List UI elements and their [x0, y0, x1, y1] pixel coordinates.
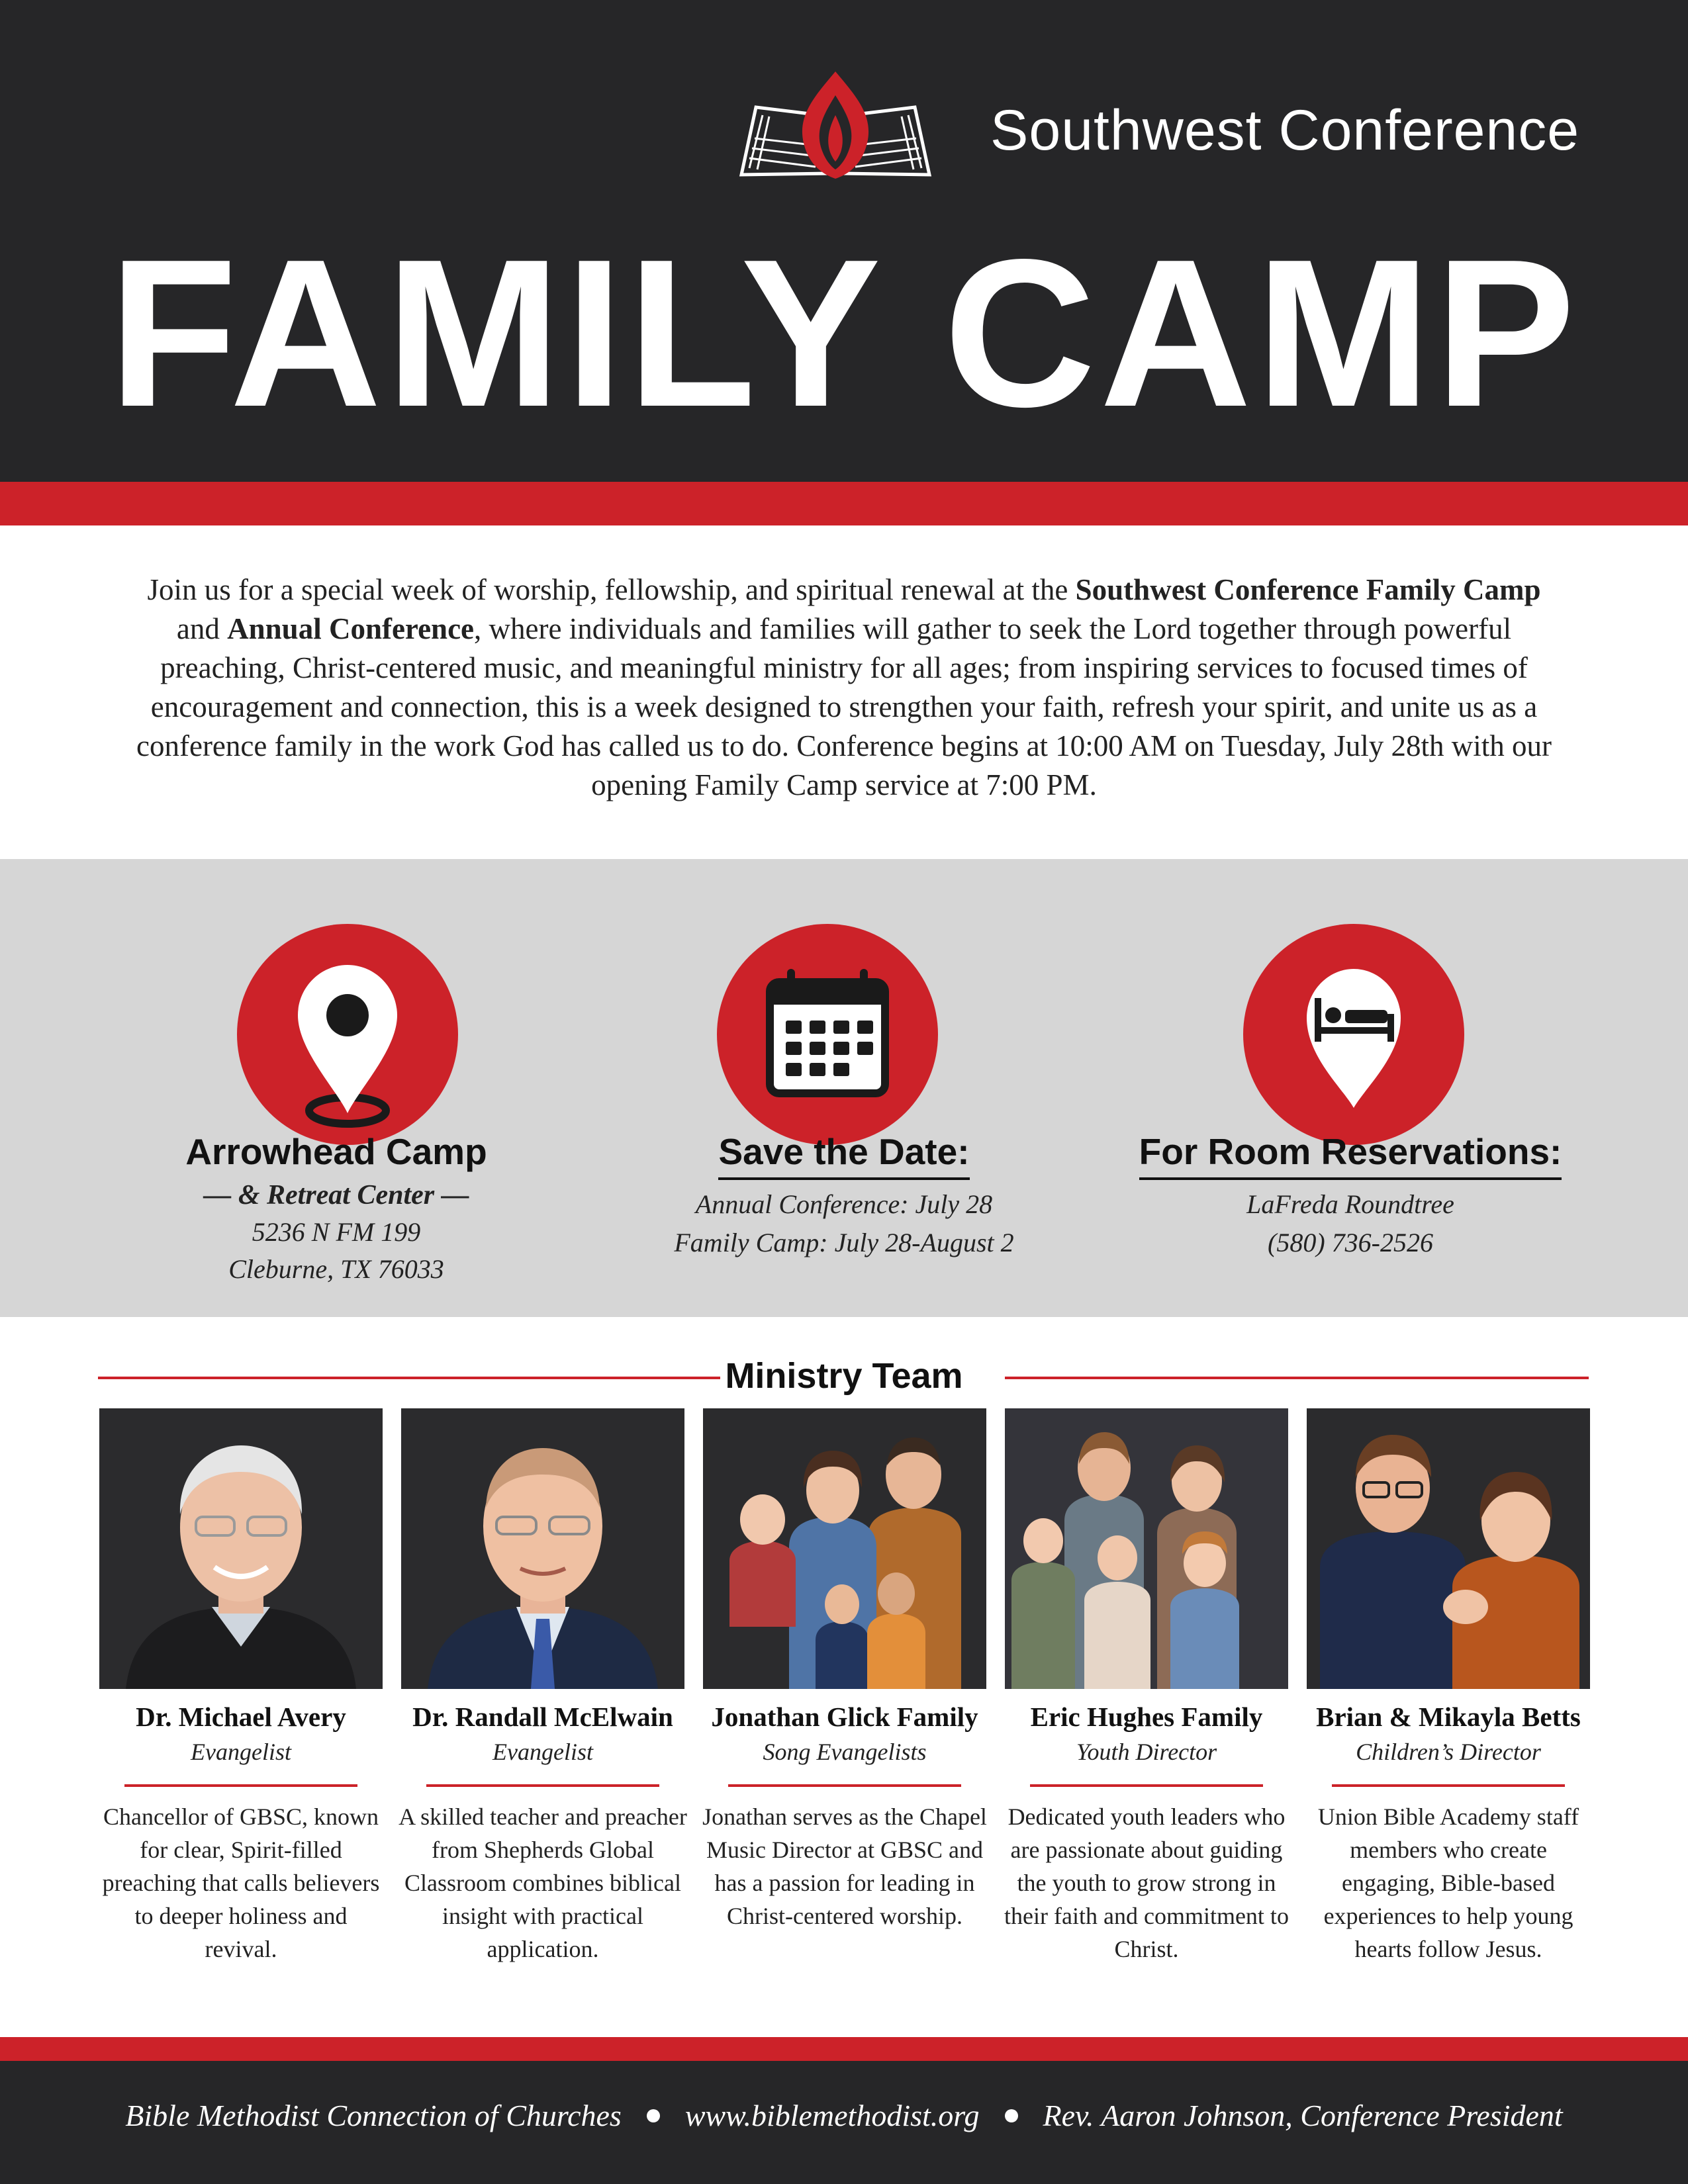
member-role: Children’s Director — [1356, 1739, 1541, 1765]
header — [0, 0, 1688, 482]
rooms-title-text: For Room Reservations: — [1139, 1131, 1562, 1180]
member-description: Dedicated youth leaders who are passionate about guiding the youth to grow strong in their faith and commitment to Christ. — [1004, 1803, 1289, 1962]
member-photo — [1307, 1408, 1590, 1689]
location-address-line1: 5236 N FM 199 — [252, 1217, 421, 1247]
rooms-column — [1105, 859, 1595, 1317]
location-address-line2: Cleburne, TX 76033 — [228, 1254, 444, 1284]
dates-column — [599, 859, 1089, 1317]
member-photo — [401, 1408, 684, 1689]
rooms-icon-circle — [1243, 924, 1464, 1145]
location-title: Arrowhead Camp — [185, 1131, 487, 1172]
ministry-team-heading — [0, 1350, 1688, 1403]
footer — [0, 2061, 1688, 2184]
map-pin-icon — [237, 924, 458, 1145]
intro-text: , where individuals and families will gather to seek the Lord together through powerful preaching, Christ-centered music, and meaningful ministry for all ages; from inspiring services to focused times of encouragement and connection, this is a week designed to strengthen your faith, refresh your spirit, and unite us as a conference family in the work God has called us to do. Conference begins at 10:00 AM on Tuesday, July 28th with our opening Family Camp service at 7:00 PM. — [136, 612, 1552, 801]
dates-icon-circle — [717, 924, 938, 1145]
location-icon-circle — [237, 924, 458, 1145]
member-rule — [728, 1784, 961, 1787]
intro-bold-annual-conference: Annual Conference — [227, 612, 475, 645]
rooms-title — [1105, 1130, 1595, 1173]
member-name: Eric Hughes Family — [1030, 1702, 1263, 1732]
rooms-phone: (580) 736-2526 — [1268, 1228, 1433, 1257]
member-description: Chancellor of GBSC, known for clear, Spirit-filled preaching that calls believers to deeper holiness and revival. — [102, 1803, 380, 1962]
bed-pin-icon — [1243, 924, 1464, 1145]
info-band — [0, 859, 1688, 1317]
member-description: A skilled teacher and preacher from Shepherds Global Classroom combines biblical insight with practical application. — [399, 1803, 687, 1962]
location-subtitle: — & Retreat Center — — [203, 1180, 469, 1210]
dates-annual-conference: Annual Conference: July 28 — [695, 1189, 993, 1219]
bullet-separator — [647, 2109, 660, 2122]
member-photo — [1005, 1408, 1288, 1689]
intro-text: and — [176, 612, 228, 645]
member-name: Dr. Randall McElwain — [412, 1702, 673, 1732]
bullet-separator — [1005, 2109, 1018, 2122]
member-role: Evangelist — [191, 1739, 291, 1765]
location-column — [91, 859, 581, 1317]
member-role: Youth Director — [1076, 1739, 1217, 1765]
red-divider-band — [0, 482, 1688, 525]
family-portrait-icon — [703, 1408, 986, 1689]
member-rule — [426, 1784, 659, 1787]
ministry-team-title: Ministry Team — [725, 1356, 963, 1396]
footer-website: www.biblemethodist.org — [684, 2099, 980, 2132]
footer-president: Rev. Aaron Johnson, Conference President — [1043, 2099, 1563, 2132]
member-rule — [1332, 1784, 1565, 1787]
person-portrait-icon — [99, 1408, 383, 1689]
member-name: Brian & Mikayla Betts — [1316, 1702, 1581, 1732]
flame-bible-logo-icon — [736, 69, 935, 188]
rooms-contact-name: LaFreda Roundtree — [1246, 1189, 1454, 1219]
member-photo — [703, 1408, 986, 1689]
red-divider-band — [0, 2037, 1688, 2061]
footer-organization: Bible Methodist Connection of Churches — [125, 2099, 622, 2132]
family-portrait-icon — [1005, 1408, 1288, 1689]
intro-paragraph — [126, 570, 1562, 805]
member-rule — [1030, 1784, 1263, 1787]
member-role: Song Evangelists — [763, 1739, 927, 1765]
footer-row — [0, 2098, 1688, 2133]
member-description: Jonathan serves as the Chapel Music Director at GBSC and has a passion for leading in Christ-centered worship. — [702, 1803, 987, 1929]
intro-text: Join us for a special week of worship, fellowship, and spiritual renewal at the — [147, 573, 1076, 606]
member-rule — [124, 1784, 357, 1787]
member-role: Evangelist — [492, 1739, 593, 1765]
dates-title-text: Save the Date: — [718, 1131, 969, 1180]
dates-title — [599, 1130, 1089, 1173]
intro-bold-family-camp: Southwest Conference Family Camp — [1075, 573, 1541, 606]
member-name: Dr. Michael Avery — [136, 1702, 346, 1732]
org-name: Southwest Conference — [990, 99, 1580, 162]
dates-family-camp: Family Camp: July 28-August 2 — [674, 1228, 1014, 1257]
calendar-icon — [717, 924, 938, 1145]
person-portrait-icon — [401, 1408, 684, 1689]
couple-portrait-icon — [1307, 1408, 1590, 1689]
page-title: FAMILY CAMP — [109, 216, 1579, 451]
member-photo — [99, 1408, 383, 1689]
member-description: Union Bible Academy staff members who create engaging, Bible-based experiences to help young hearts follow Jesus. — [1317, 1803, 1579, 1962]
member-name: Jonathan Glick Family — [711, 1702, 978, 1732]
